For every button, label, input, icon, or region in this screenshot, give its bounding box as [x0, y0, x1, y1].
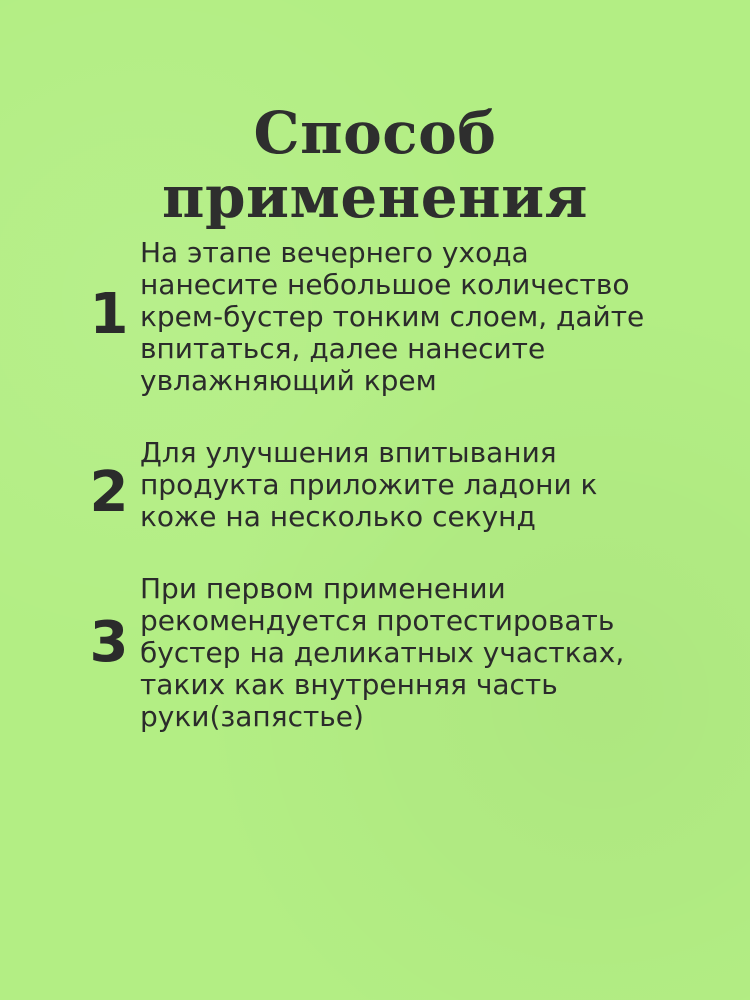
- step-number: 2: [89, 460, 129, 525]
- step-text-line: рекомендуется протестировать: [140, 604, 615, 637]
- step-text-line: увлажняющий крем: [140, 364, 437, 397]
- step-text-line: крем-бустер тонким слоем, дайте: [140, 300, 645, 333]
- step-text-line: нанесите небольшое количество: [140, 268, 630, 301]
- step-text-line: руки(запястье): [140, 700, 364, 733]
- step-text-line: впитаться, далее нанесите: [140, 332, 546, 365]
- step-text-line: При первом применении: [140, 572, 506, 605]
- step-description: [140, 237, 700, 397]
- step-text-line: таких как внутренняя часть: [140, 668, 558, 701]
- page-title: [0, 98, 750, 231]
- title-line-2: применения: [162, 162, 588, 231]
- step-description: [140, 437, 700, 533]
- step-text-line: продукта приложите ладони к: [140, 468, 598, 501]
- step-number: 3: [89, 610, 129, 675]
- title-line-1: Способ: [253, 98, 497, 167]
- step-text-line: Для улучшения впитывания: [140, 436, 557, 469]
- step-number: 1: [89, 282, 129, 347]
- step-text-line: коже на несколько секунд: [140, 500, 536, 533]
- step-text-line: На этапе вечернего ухода: [140, 236, 529, 269]
- step-text-line: бустер на деликатных участках,: [140, 636, 625, 669]
- step-description: [140, 573, 700, 733]
